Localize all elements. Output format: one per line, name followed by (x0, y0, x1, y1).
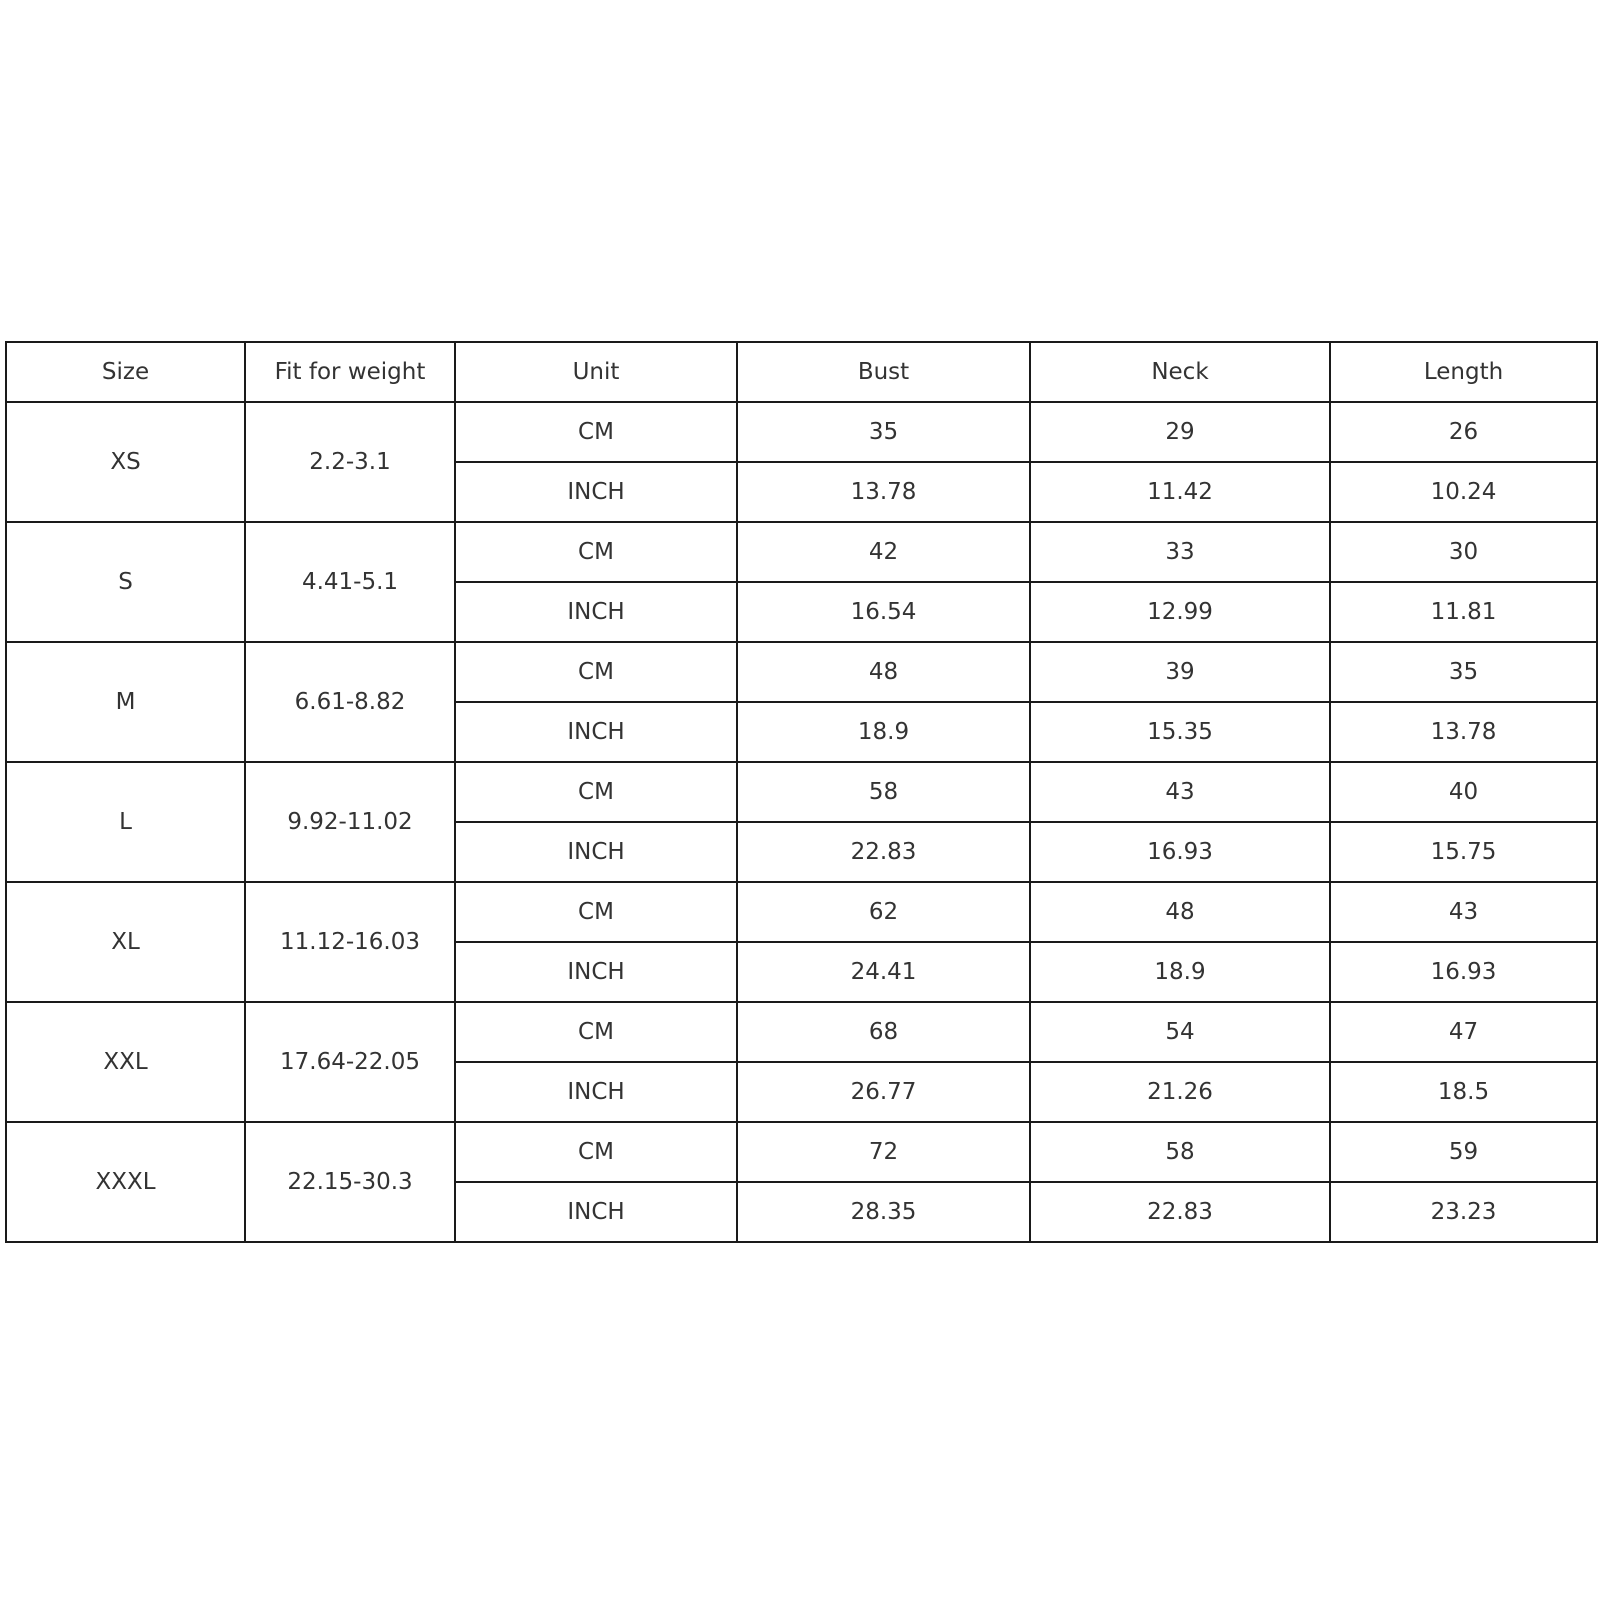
neck-cell: 29 (1030, 402, 1330, 462)
length-cell: 15.75 (1330, 822, 1597, 882)
neck-cell: 11.42 (1030, 462, 1330, 522)
header-neck: Neck (1030, 342, 1330, 402)
neck-cell: 12.99 (1030, 582, 1330, 642)
size-cell: S (6, 522, 245, 642)
length-cell: 16.93 (1330, 942, 1597, 1002)
unit-cell: CM (455, 762, 737, 822)
weight-cell: 9.92-11.02 (245, 762, 455, 882)
header-row (6, 342, 1597, 402)
size-cell: XXXL (6, 1122, 245, 1242)
bust-cell: 13.78 (737, 462, 1030, 522)
length-cell: 11.81 (1330, 582, 1597, 642)
size-cell: XXL (6, 1002, 245, 1122)
length-cell: 13.78 (1330, 702, 1597, 762)
length-cell: 40 (1330, 762, 1597, 822)
size-cell: XS (6, 402, 245, 522)
neck-cell: 22.83 (1030, 1182, 1330, 1242)
table-row (6, 762, 1597, 822)
bust-cell: 18.9 (737, 702, 1030, 762)
bust-cell: 68 (737, 1002, 1030, 1062)
size-chart-table (5, 341, 1598, 1243)
length-cell: 10.24 (1330, 462, 1597, 522)
weight-cell: 6.61-8.82 (245, 642, 455, 762)
bust-cell: 58 (737, 762, 1030, 822)
length-cell: 18.5 (1330, 1062, 1597, 1122)
table-row (6, 1002, 1597, 1062)
neck-cell: 54 (1030, 1002, 1330, 1062)
bust-cell: 28.35 (737, 1182, 1030, 1242)
length-cell: 43 (1330, 882, 1597, 942)
unit-cell: CM (455, 402, 737, 462)
weight-cell: 11.12-16.03 (245, 882, 455, 1002)
neck-cell: 18.9 (1030, 942, 1330, 1002)
size-cell: M (6, 642, 245, 762)
neck-cell: 16.93 (1030, 822, 1330, 882)
unit-cell: CM (455, 882, 737, 942)
length-cell: 47 (1330, 1002, 1597, 1062)
neck-cell: 58 (1030, 1122, 1330, 1182)
unit-cell: CM (455, 642, 737, 702)
table-row (6, 522, 1597, 582)
neck-cell: 21.26 (1030, 1062, 1330, 1122)
weight-cell: 4.41-5.1 (245, 522, 455, 642)
bust-cell: 62 (737, 882, 1030, 942)
size-rows (6, 402, 1597, 1242)
unit-cell: INCH (455, 1062, 737, 1122)
length-cell: 59 (1330, 1122, 1597, 1182)
unit-cell: CM (455, 1122, 737, 1182)
header-bust: Bust (737, 342, 1030, 402)
unit-cell: INCH (455, 1182, 737, 1242)
header-fit-for-weight: Fit for weight (245, 342, 455, 402)
unit-cell: INCH (455, 702, 737, 762)
bust-cell: 42 (737, 522, 1030, 582)
neck-cell: 43 (1030, 762, 1330, 822)
header-length: Length (1330, 342, 1597, 402)
table-row (6, 402, 1597, 462)
weight-cell: 2.2-3.1 (245, 402, 455, 522)
unit-cell: CM (455, 1002, 737, 1062)
neck-cell: 48 (1030, 882, 1330, 942)
table-row (6, 642, 1597, 702)
neck-cell: 39 (1030, 642, 1330, 702)
bust-cell: 35 (737, 402, 1030, 462)
length-cell: 23.23 (1330, 1182, 1597, 1242)
header-size: Size (6, 342, 245, 402)
bust-cell: 16.54 (737, 582, 1030, 642)
bust-cell: 26.77 (737, 1062, 1030, 1122)
table-row (6, 882, 1597, 942)
weight-cell: 22.15-30.3 (245, 1122, 455, 1242)
table-row (6, 1122, 1597, 1182)
neck-cell: 33 (1030, 522, 1330, 582)
length-cell: 35 (1330, 642, 1597, 702)
neck-cell: 15.35 (1030, 702, 1330, 762)
weight-cell: 17.64-22.05 (245, 1002, 455, 1122)
bust-cell: 24.41 (737, 942, 1030, 1002)
unit-cell: INCH (455, 942, 737, 1002)
unit-cell: INCH (455, 822, 737, 882)
header-unit: Unit (455, 342, 737, 402)
bust-cell: 22.83 (737, 822, 1030, 882)
bust-cell: 72 (737, 1122, 1030, 1182)
size-cell: XL (6, 882, 245, 1002)
bust-cell: 48 (737, 642, 1030, 702)
length-cell: 30 (1330, 522, 1597, 582)
unit-cell: CM (455, 522, 737, 582)
unit-cell: INCH (455, 462, 737, 522)
unit-cell: INCH (455, 582, 737, 642)
length-cell: 26 (1330, 402, 1597, 462)
size-cell: L (6, 762, 245, 882)
